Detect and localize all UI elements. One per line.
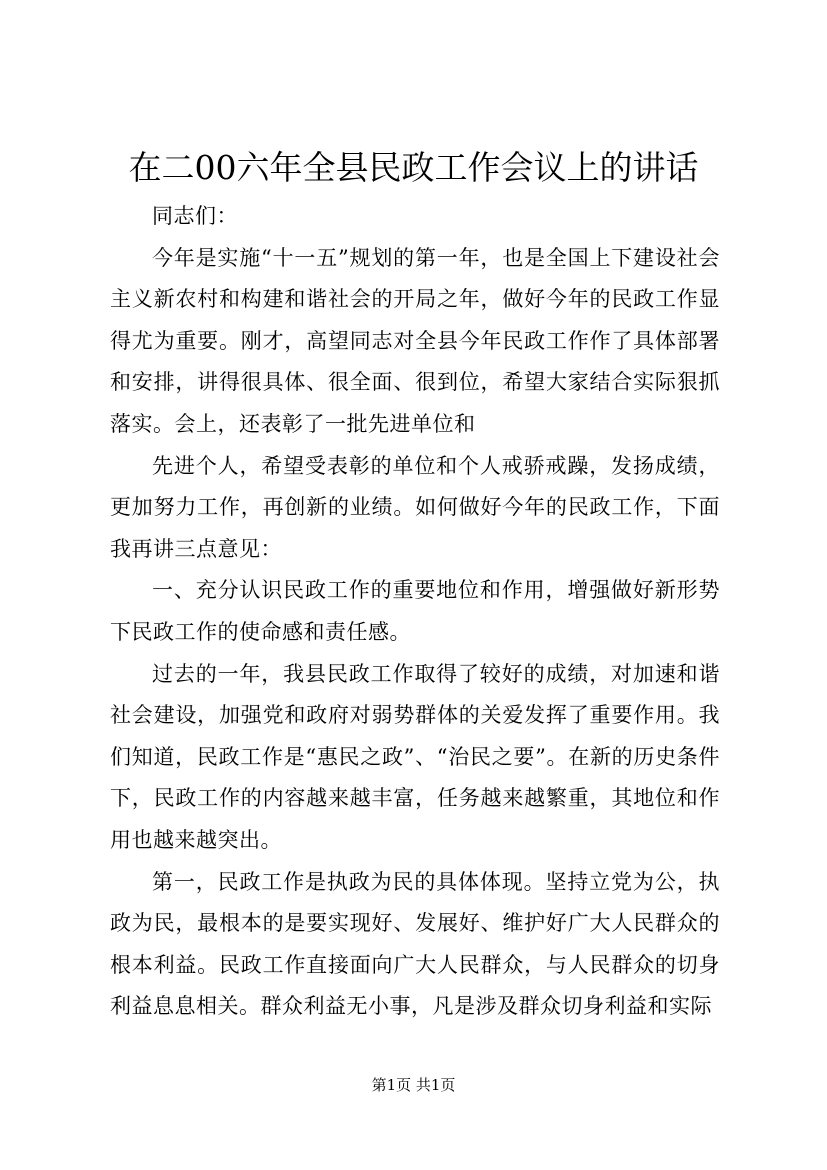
salutation-paragraph: 同志们： [152, 204, 238, 228]
body-paragraph: 先进个人，希望受表彰的单位和个人戒骄戒躁，发扬成绩，更加努力工作，再创新的业绩。如何做好今年的民政工作，下面我再讲三点意见： [110, 453, 720, 561]
document-body [110, 196, 720, 1028]
document-title: 在二00六年全县民政工作会议上的讲话 [128, 148, 699, 187]
body-paragraph: 今年是实施“十一五”规划的第一年，也是全国上下建设社会主义新农村和构建和谐社会的开局之年，做好今年的民政工作显得尤为重要。刚才，高望同志对全县今年民政工作作了具体部署和安排，讲得很具体、很全面、很到位，希望大家结合实际狠抓落实。会上，还表彰了一批先进单位和 [110, 245, 720, 436]
body-paragraph: 过去的一年，我县民政工作取得了较好的成绩，对加速和谐社会建设，加强党和政府对弱势群体的关爱发挥了重要作用。我们知道，民政工作是“惠民之政”、“治民之要”。在新的历史条件下，民政工作的内容越来越丰富，任务越来越繁重，其地位和作用也越来越突出。 [110, 661, 720, 852]
page-footer: 第1页 共1页 [371, 1076, 456, 1094]
body-paragraph: 第一，民政工作是执政为民的具体体现。坚持立党为公，执政为民，最根本的是要实现好、发展好、维护好广大人民群众的根本利益。民政工作直接面向广大人民群众，与人民群众的切身利益息息相关。群众利益无小事，凡是涉及群众切身利益和实际 [110, 869, 720, 1019]
section-heading: 一、充分认识民政工作的重要地位和作用，增强做好新形势下民政工作的使命感和责任感。 [110, 578, 720, 644]
